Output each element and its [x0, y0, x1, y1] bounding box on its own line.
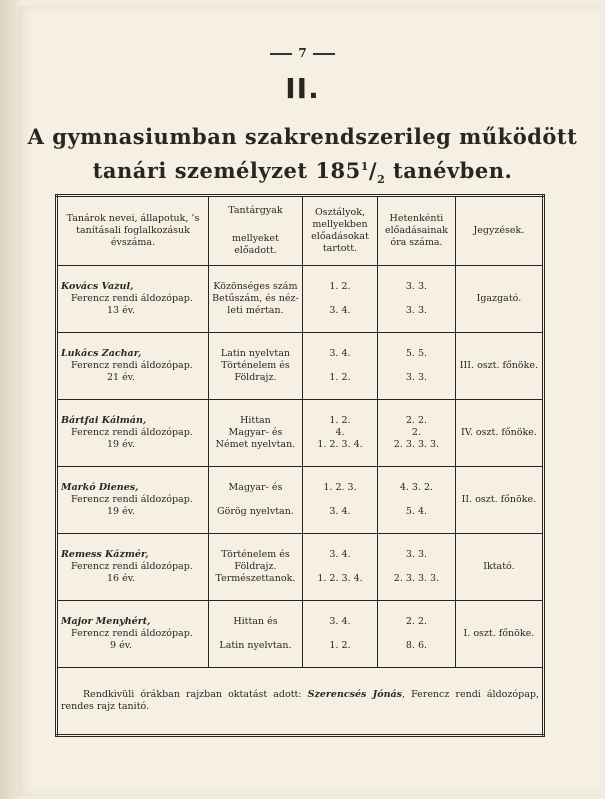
classes-cell — [302, 534, 377, 601]
classes-cell-line: 3. 4. — [329, 616, 351, 627]
subjects-cell-line: Földrajz. — [234, 372, 277, 383]
hours-cell — [378, 467, 456, 534]
classes-cell-line — [306, 494, 374, 506]
classes-cell — [302, 266, 377, 333]
hours-cell — [378, 266, 456, 333]
subjects-cell-line: Latin nyelvtan. — [219, 640, 292, 651]
header-classes: Osztályok, mellyekben előadásokat tartott. — [302, 196, 377, 266]
section-numeral: II. — [285, 72, 320, 105]
table-footer-row — [57, 668, 544, 736]
subjects-cell-line: Betűszám, és néz- — [212, 293, 299, 304]
subjects-cell-line: Történelem és — [221, 360, 290, 371]
hours-cell-line — [381, 628, 452, 640]
table-row — [57, 266, 544, 333]
subjects-cell-line: Hittan és — [233, 616, 278, 627]
subjects-cell-line: Görög nyelvtan. — [217, 506, 294, 517]
teacher-status: Ferencz rendi áldozópap. — [71, 293, 193, 304]
teacher-years: 16 év. — [107, 573, 135, 584]
subjects-cell-line: Hittan — [240, 415, 271, 426]
hours-cell-line: 2. 2. — [405, 415, 428, 426]
classes-cell — [302, 601, 377, 668]
classes-cell-line: 3. 4. — [329, 305, 351, 316]
hours-cell-line — [381, 360, 452, 372]
classes-cell-line: 1. 2. — [329, 372, 351, 383]
note-cell: Igazgató. — [455, 266, 543, 333]
teacher-status: Ferencz rendi áldozópap. — [71, 360, 193, 371]
hours-cell-line: 4. 3. 2. — [399, 482, 434, 493]
subjects-cell-line: Természettanok. — [215, 573, 296, 584]
subjects-cell-line: Magyar- és — [228, 427, 283, 438]
classes-cell-line: 1. 2. — [329, 281, 351, 292]
subjects-cell-line: Történelem és — [221, 549, 290, 560]
subjects-cell — [209, 266, 303, 333]
classes-cell-line — [306, 561, 374, 573]
teacher-name: Remess Kázmér, — [61, 549, 149, 560]
staff-table — [55, 194, 545, 737]
teacher-name: Bártfai Kálmán, — [61, 415, 147, 426]
hours-cell-line: 2. — [411, 427, 421, 438]
note-cell: II. oszt. főnöke. — [455, 467, 543, 534]
teacher-years: 9 év. — [110, 640, 132, 651]
note-cell: Iktató. — [455, 534, 543, 601]
classes-cell — [302, 467, 377, 534]
hours-cell-line — [381, 561, 452, 573]
teacher-status: Ferencz rendi áldozópap. — [71, 427, 193, 438]
subjects-cell-line: Német nyelvtan. — [215, 439, 296, 450]
teacher-years: 13 év. — [107, 305, 135, 316]
footer-note: Rendkivüli órákban rajzban oktatást adott: Szerencsés Jónás, Ferencz rendi áldozópap, rendes rajz tanitó. — [57, 668, 544, 736]
header-subjects: Tantárgyak mellyeket előadott. — [209, 196, 303, 266]
hours-cell-line: 3. 3. — [405, 549, 428, 560]
table-row — [57, 400, 544, 467]
teacher-name: Lukács Zachar, — [61, 348, 142, 359]
subjects-cell — [209, 400, 303, 467]
hours-cell-line: 2. 3. 3. 3. — [393, 573, 440, 584]
subjects-cell-line — [212, 628, 299, 640]
teacher-years: 21 év. — [107, 372, 135, 383]
teacher-cell — [57, 534, 209, 601]
classes-cell-line: 3. 4. — [329, 348, 351, 359]
subjects-cell-line: Közönséges szám — [213, 281, 298, 292]
subjects-cell — [209, 601, 303, 668]
hours-cell — [378, 534, 456, 601]
note-cell: IV. oszt. főnöke. — [455, 400, 543, 467]
classes-cell-line — [306, 293, 374, 305]
classes-cell — [302, 333, 377, 400]
table-header-row — [57, 196, 544, 266]
hours-cell — [378, 333, 456, 400]
teacher-status: Ferencz rendi áldozópap. — [71, 628, 193, 639]
teacher-cell — [57, 333, 209, 400]
teacher-status: Ferencz rendi áldozópap. — [71, 561, 193, 572]
hours-cell — [378, 601, 456, 668]
hours-cell-line: 2. 3. 3. 3. — [393, 439, 440, 450]
teacher-years: 19 év. — [107, 439, 135, 450]
title-line-1: A gymnasiumban szakrendszerileg működött — [27, 124, 578, 149]
hours-cell-line: 3. 3. — [405, 305, 428, 316]
teacher-cell — [57, 400, 209, 467]
classes-cell-line: 1. 2. 3. 4. — [317, 439, 363, 450]
hours-cell — [378, 400, 456, 467]
title-line-2: tanári személyzet $185^1/_2$ tanévben. — [92, 158, 513, 187]
hours-cell-line — [381, 293, 452, 305]
subjects-cell-line: Latin nyelvtan — [220, 348, 290, 359]
subjects-cell-line — [212, 494, 299, 506]
teacher-status: Ferencz rendi áldozópap. — [71, 494, 193, 505]
teacher-name: Major Menyhért, — [61, 616, 151, 627]
classes-cell-line — [306, 628, 374, 640]
teacher-cell — [57, 467, 209, 534]
page-binding — [0, 0, 20, 799]
classes-cell-line: 1. 2. 3. 4. — [317, 573, 363, 584]
hours-cell-line: 5. 5. — [405, 348, 428, 359]
teacher-cell — [57, 601, 209, 668]
page-number: 7 — [0, 46, 605, 60]
teacher-name: Markó Dienes, — [61, 482, 139, 493]
page-title — [0, 122, 605, 195]
table-row — [57, 333, 544, 400]
header-hours: Hetenkénti előadásainak óra száma. — [378, 196, 456, 266]
subjects-cell — [209, 467, 303, 534]
note-cell: III. oszt. főnöke. — [455, 333, 543, 400]
classes-cell-line — [306, 360, 374, 372]
hours-cell-line: 2. 2. — [405, 616, 428, 627]
teacher-cell — [57, 266, 209, 333]
hours-cell-line: 3. 3. — [405, 372, 428, 383]
hours-cell-line: 8. 6. — [405, 640, 428, 651]
table-row — [57, 534, 544, 601]
table-row — [57, 601, 544, 668]
teacher-name: Kovács Vazul, — [61, 281, 134, 292]
hours-cell-line: 3. 3. — [405, 281, 428, 292]
subjects-cell-line: Földrajz. — [234, 561, 277, 572]
classes-cell-line: 3. 4. — [329, 549, 351, 560]
classes-cell-line: 1. 2. — [329, 415, 351, 426]
classes-cell-line: 4. — [335, 427, 345, 438]
table-row — [57, 467, 544, 534]
header-notes: Jegyzések. — [455, 196, 543, 266]
subjects-cell — [209, 534, 303, 601]
header-teachers: Tanárok nevei, állapotuk, ’s tanításali foglalkozásuk évszáma. — [57, 196, 209, 266]
classes-cell-line: 3. 4. — [329, 506, 351, 517]
teacher-years: 19 év. — [107, 506, 135, 517]
subjects-cell-line: Magyar- és — [228, 482, 283, 493]
classes-cell-line: 1. 2. — [329, 640, 351, 651]
classes-cell-line: 1. 2. 3. — [323, 482, 357, 493]
hours-cell-line — [381, 494, 452, 506]
subjects-cell-line: leti mértan. — [227, 305, 284, 316]
classes-cell — [302, 400, 377, 467]
note-cell: I. oszt. főnöke. — [455, 601, 543, 668]
subjects-cell — [209, 333, 303, 400]
hours-cell-line: 5. 4. — [405, 506, 428, 517]
